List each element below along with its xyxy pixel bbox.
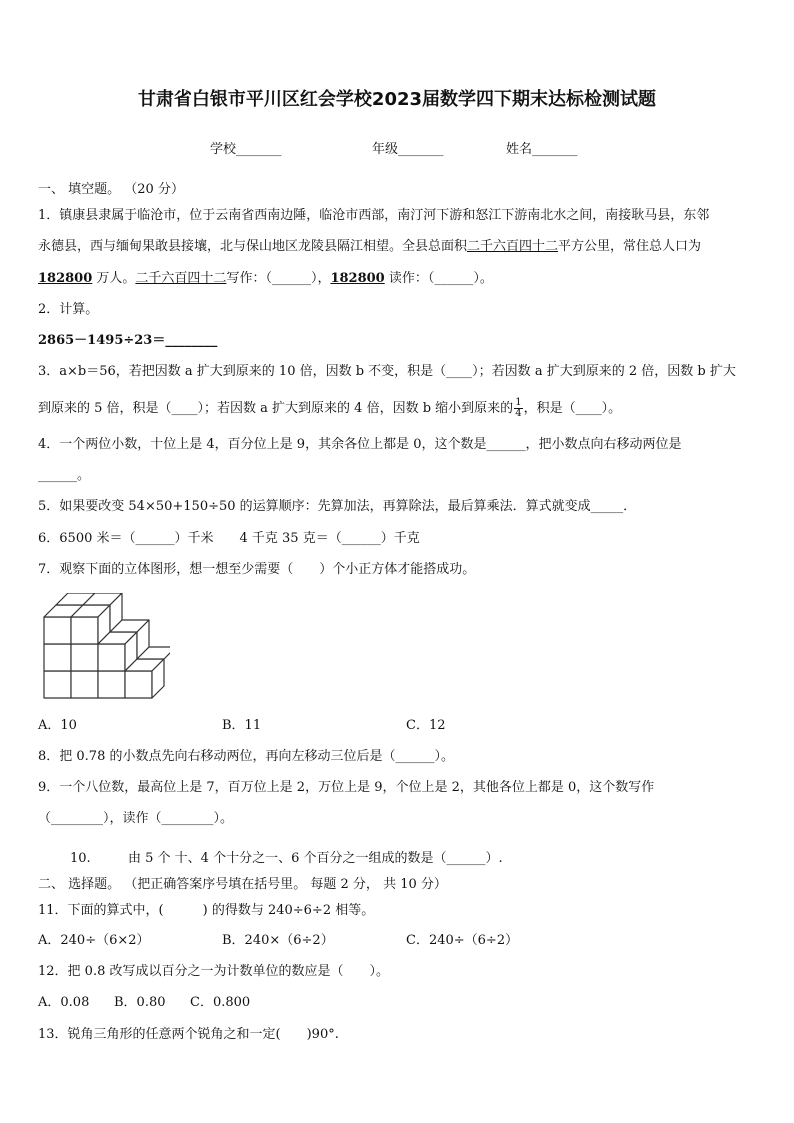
q3-line2 xyxy=(38,396,621,422)
section1-heading: 一、 填空题。 （20 分） xyxy=(38,182,184,197)
q5-text: 5．如果要改变 54×50+150÷50 的运算顺序：先算加法，再算除法，最后算乘法．算式就变成_____． xyxy=(38,499,637,514)
q3-line1: 3．a×b＝56，若把因数 a 扩大到原来的 10 倍，因数 b 不变，积是（____）；若因数 a 扩大到原来的 2 倍，因数 b 扩大 xyxy=(38,364,736,379)
q7-option-b[interactable]: B．11 xyxy=(222,718,262,733)
cube-face xyxy=(125,671,152,698)
q6-text: 6．6500 米＝（______）千米 4 千克 35 克＝（______）千克 xyxy=(38,531,420,546)
q13-text: 13．锐角三角形的任意两个锐角之和一定( )90°. xyxy=(38,1027,339,1042)
grade-field[interactable]: 年级_______ xyxy=(372,142,444,157)
cube-face xyxy=(44,644,71,671)
section2-heading: 二、 选择题。 （把正确答案序号填在括号里。 每题 2 分， 共 10 分） xyxy=(38,877,447,892)
q11-option-b[interactable]: B．240×（6÷2） xyxy=(222,933,334,948)
cube-face xyxy=(71,671,98,698)
cube-face xyxy=(71,644,98,671)
cube-face xyxy=(44,671,71,698)
q11-option-c[interactable]: C．240÷（6÷2） xyxy=(406,933,519,948)
q2-label: 2．计算。 xyxy=(38,302,99,317)
fraction-denominator: 4 xyxy=(515,408,522,419)
q10-number: 10. xyxy=(70,851,91,866)
q1-population-1: 182800 xyxy=(38,271,93,286)
cube-face xyxy=(98,644,125,671)
q1-population-2: 182800 xyxy=(330,271,385,286)
q12-option-a[interactable]: A．0.08 xyxy=(38,995,90,1010)
q2-expression: 2865－1495÷23＝________ xyxy=(38,333,218,348)
page-title: 甘肃省白银市平川区红会学校2023届数学四下期末达标检测试题 xyxy=(137,89,657,110)
fraction-numerator: 1 xyxy=(515,397,522,408)
q1-line2-a: 永德县，西与缅甸果敢县接壤，北与保山地区龙陵县隔江相望。全县总面积 xyxy=(38,239,468,254)
school-field[interactable]: 学校_______ xyxy=(210,142,282,157)
q8-text: 8．把 0.78 的小数点先向右移动两位，再向左移动三位后是（______）。 xyxy=(38,749,454,764)
name-field[interactable]: 姓名_______ xyxy=(506,142,578,157)
q1-line2 xyxy=(38,238,701,256)
q11-option-a[interactable]: A．240÷（6×2） xyxy=(38,933,150,948)
q12-option-c[interactable]: C．0.800 xyxy=(190,995,251,1010)
q12-option-b[interactable]: B．0.80 xyxy=(114,995,166,1010)
q3-line2-a: 到原来的 5 倍，积是（____）；若因数 a 扩大到原来的 4 倍，因数 b 缩小到原来的 xyxy=(38,401,514,416)
quarter-fraction xyxy=(514,398,522,419)
q7-option-c[interactable]: C．12 xyxy=(406,718,446,733)
q10-text: 由 5 个 十、4 个十分之一、6 个百分之一组成的数是（______）. xyxy=(128,851,503,866)
cube-face xyxy=(71,617,98,644)
q1-area-words-2: 二千六百四十二 xyxy=(135,271,227,286)
cube-face xyxy=(98,671,125,698)
q4-line1: 4．一个两位小数，十位上是 4，百分位上是 9，其余各位上都是 0，这个数是______，把小数点向右移动两位是 xyxy=(38,437,682,452)
cube-stack-figure xyxy=(40,593,170,703)
q4-line2: ______。 xyxy=(38,468,91,483)
q11-text: 11．下面的算式中，( ) 的得数与 240÷6÷2 相等。 xyxy=(38,903,375,918)
cube-face xyxy=(44,617,71,644)
q1-line3-a: 万人。 xyxy=(92,271,136,286)
q7-option-a[interactable]: A．10 xyxy=(38,718,77,733)
q9-line1: 9．一个八位数，最高位上是 7，百万位上是 2，万位上是 9，个位上是 2，其他各位上都是 0，这个数写作 xyxy=(38,780,655,795)
q1-line3-b: 写作：（______）， xyxy=(226,271,331,286)
q7-text: 7．观察下面的立体图形，想一想至少需要（ ）个小正方体才能搭成功。 xyxy=(38,562,476,577)
q9-line2: （________），读作（________）。 xyxy=(38,811,234,826)
q1-line1: 1．镇康县隶属于临沧市，位于云南省西南边陲，临沧市西部，南汀河下游和怒江下游南北水之间，南接耿马县，东邻 xyxy=(38,208,710,223)
q1-line2-b: 平方公里，常住总人口为 xyxy=(558,239,702,254)
q1-area-words: 二千六百四十二 xyxy=(467,239,559,254)
q1-line3 xyxy=(38,270,493,288)
q12-text: 12．把 0.8 改写成以百分之一为计数单位的数应是（ ）。 xyxy=(38,964,389,979)
q1-line3-c: 读作：（______）。 xyxy=(384,271,493,286)
q3-line2-b: ，积是（____）。 xyxy=(523,401,622,416)
